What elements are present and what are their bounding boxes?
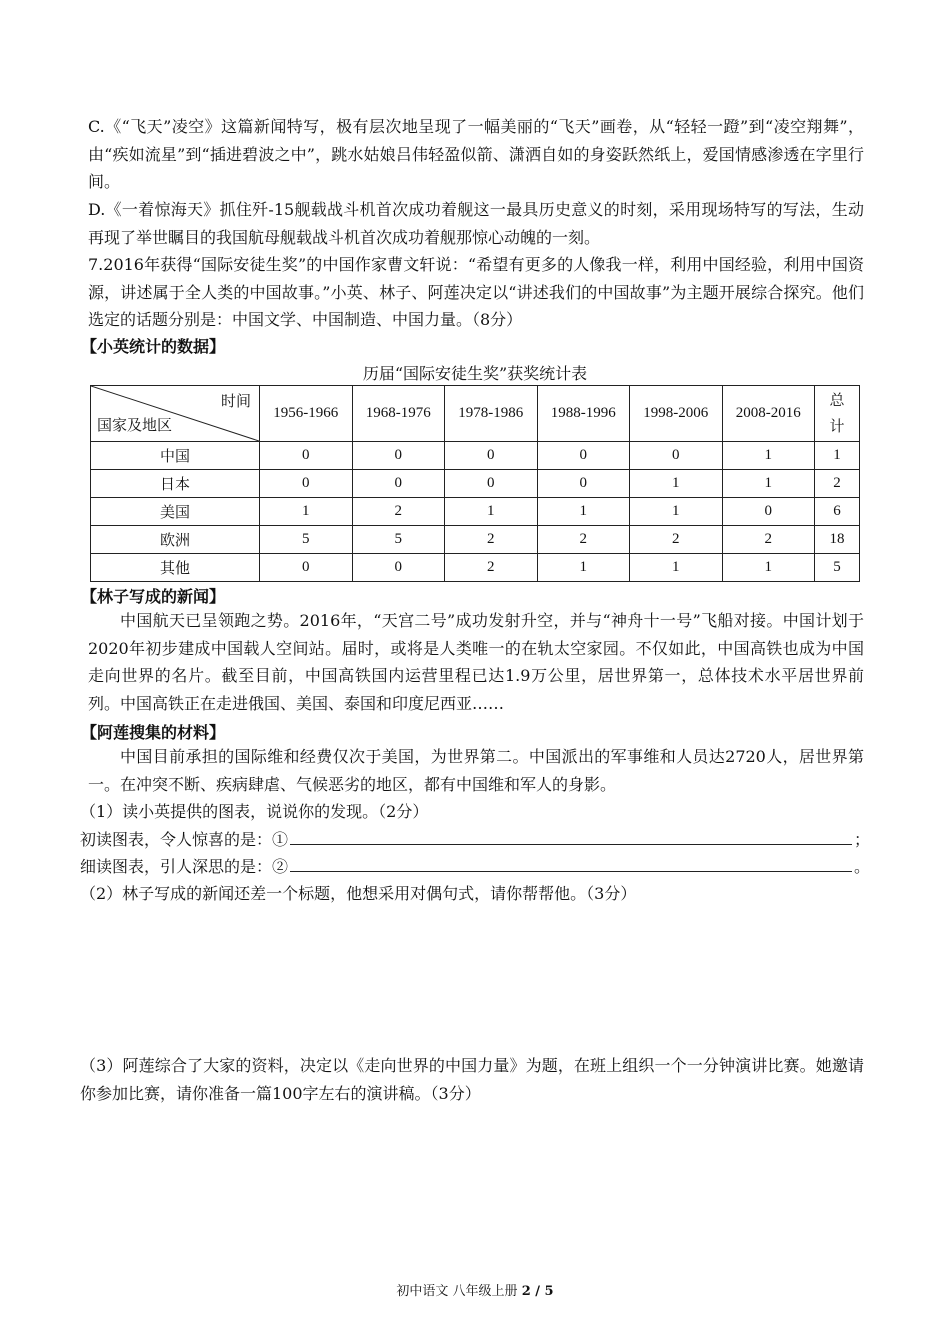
value-cell: 2 xyxy=(352,498,445,526)
question-2: （2）林子写成的新闻还差一个标题，他想采用对偶句式，请你帮帮他。（3分） xyxy=(80,884,637,903)
award-stats-table xyxy=(90,385,860,582)
table-corner-cell xyxy=(91,386,260,442)
period-header: 1978-1986 xyxy=(445,386,538,442)
table-row xyxy=(91,526,860,554)
section-heading-linzi: 【林子写成的新闻】 xyxy=(81,587,226,606)
period-header: 1998-2006 xyxy=(630,386,723,442)
value-cell: 0 xyxy=(445,442,538,470)
value-cell: 0 xyxy=(537,442,630,470)
table-row xyxy=(91,470,860,498)
value-cell: 0 xyxy=(352,442,445,470)
total-cell: 5 xyxy=(815,554,860,582)
value-cell: 1 xyxy=(537,554,630,582)
section-heading-alian: 【阿莲搜集的材料】 xyxy=(81,723,226,742)
answer-line-2-label: 细读图表，引人深思的是：② xyxy=(80,857,289,876)
region-cell: 中国 xyxy=(91,442,260,470)
total-cell: 1 xyxy=(815,442,860,470)
value-cell: 1 xyxy=(537,498,630,526)
section-heading-xiaoying: 【小英统计的数据】 xyxy=(81,337,226,356)
answer-blank-2[interactable] xyxy=(290,853,852,872)
value-cell: 0 xyxy=(445,470,538,498)
region-cell: 其他 xyxy=(91,554,260,582)
answer-line-2-end: 。 xyxy=(853,857,870,876)
question-3: （3）阿莲综合了大家的资料，决定以《走向世界的中国力量》为题，在班上组织一个一分钟演讲比赛。她邀请你参加比赛，请你准备一篇100字左右的演讲稿。（3分） xyxy=(80,1056,864,1103)
answer-line-1-label: 初读图表，令人惊喜的是：① xyxy=(80,830,289,849)
period-header: 1956-1966 xyxy=(260,386,353,442)
answer-line-1 xyxy=(80,826,870,853)
value-cell: 0 xyxy=(537,470,630,498)
total-header-char: 总 xyxy=(829,392,845,409)
value-cell: 1 xyxy=(260,498,353,526)
value-cell: 5 xyxy=(260,526,353,554)
corner-time-label: 时间 xyxy=(220,394,251,410)
footer-text: 初中语文 八年级上册 xyxy=(396,1284,522,1299)
page-footer xyxy=(0,1280,950,1299)
value-cell: 1 xyxy=(722,554,815,582)
value-cell: 2 xyxy=(445,554,538,582)
value-cell: 1 xyxy=(445,498,538,526)
value-cell: 5 xyxy=(352,526,445,554)
value-cell: 2 xyxy=(445,526,538,554)
corner-region-label: 国家及地区 xyxy=(97,418,173,434)
value-cell: 2 xyxy=(630,526,723,554)
period-header: 2008-2016 xyxy=(722,386,815,442)
value-cell: 0 xyxy=(260,442,353,470)
value-cell: 1 xyxy=(722,470,815,498)
option-d-text: D.《一着惊海天》抓住歼-15舰载战斗机首次成功着舰这一最具历史意义的时刻，采用现场特写的写法，生动再现了举世瞩目的我国航母舰载战斗机首次成功着舰那惊心动魄的一刻。 xyxy=(88,200,864,247)
value-cell: 0 xyxy=(630,442,723,470)
alian-material-text: 中国目前承担的国际维和经费仅次于美国，为世界第二。中国派出的军事维和人员达2720人，居世界第一。在冲突不断、疾病肆虐、气候恶劣的地区，都有中国维和军人的身影。 xyxy=(88,747,864,794)
table-header-row xyxy=(91,386,860,442)
total-cell: 2 xyxy=(815,470,860,498)
question-1: （1）读小英提供的图表，说说你的发现。（2分） xyxy=(80,802,429,821)
total-header xyxy=(815,386,860,442)
region-cell: 欧洲 xyxy=(91,526,260,554)
total-header-char: 计 xyxy=(829,418,845,435)
value-cell: 2 xyxy=(722,526,815,554)
value-cell: 0 xyxy=(352,470,445,498)
value-cell: 1 xyxy=(630,554,723,582)
table-title: 历届“国际安徒生奖”获奖统计表 xyxy=(362,364,588,383)
value-cell: 1 xyxy=(722,442,815,470)
table-row xyxy=(91,442,860,470)
value-cell: 0 xyxy=(260,470,353,498)
value-cell: 0 xyxy=(260,554,353,582)
value-cell: 2 xyxy=(537,526,630,554)
page-number: 2 / 5 xyxy=(521,1284,554,1299)
value-cell: 1 xyxy=(630,498,723,526)
value-cell: 1 xyxy=(630,470,723,498)
table-row xyxy=(91,498,860,526)
region-cell: 美国 xyxy=(91,498,260,526)
answer-blank-1[interactable] xyxy=(290,826,852,845)
total-cell: 18 xyxy=(815,526,860,554)
answer-line-2 xyxy=(80,853,870,880)
answer-line-1-end: ； xyxy=(853,830,870,849)
linzi-news-text: 中国航天已呈领跑之势。2016年，“天宫二号”成功发射升空，并与“神舟十一号”飞船对接。中国计划于2020年初步建成中国载人空间站。届时，或将是人类唯一的在轨太空家园。不仅如此，中国高铁也成为中国走向世界的名片。截至目前，中国高铁国内运营里程已达1.9万公里，居世界第一，总体技术水平居世界前列。中国高铁正在走进俄国、美国、泰国和印度尼西亚…… xyxy=(88,611,864,713)
total-cell: 6 xyxy=(815,498,860,526)
period-header: 1988-1996 xyxy=(537,386,630,442)
value-cell: 0 xyxy=(352,554,445,582)
question-7-intro: 7.2016年获得“国际安徒生奖”的中国作家曹文轩说：“希望有更多的人像我一样，利用中国经验，利用中国资源，讲述属于全人类的中国故事。”小英、林子、阿莲决定以“讲述我们的中国故事”为主题开展综合探究。他们选定的话题分别是：中国文学、中国制造、中国力量。（8分） xyxy=(88,255,864,329)
value-cell: 0 xyxy=(722,498,815,526)
period-header: 1968-1976 xyxy=(352,386,445,442)
table-row xyxy=(91,554,860,582)
region-cell: 日本 xyxy=(91,470,260,498)
option-c-text: C.《“飞天”凌空》这篇新闻特写，极有层次地呈现了一幅美丽的“飞天”画卷，从“轻轻一蹬”到“凌空翔舞”，由“疾如流星”到“插进碧波之中”，跳水姑娘吕伟轻盈似箭、潇洒自如的身姿跃然纸上，爱国情感渗透在字里行间。 xyxy=(88,117,864,191)
